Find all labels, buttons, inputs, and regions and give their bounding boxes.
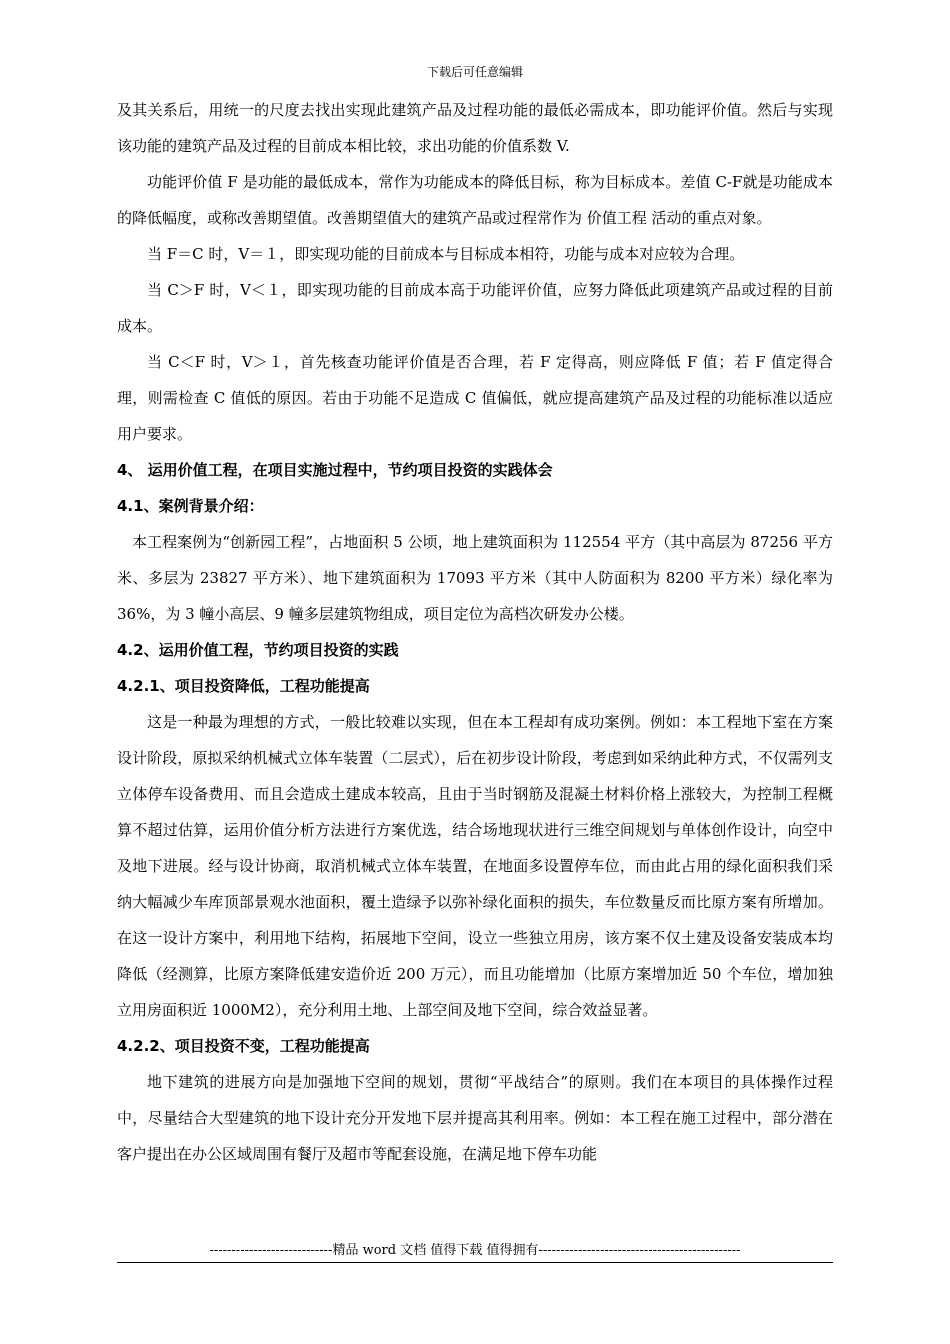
paragraph-continuation: 及其关系后，用统一的尺度去找出实现此建筑产品及过程功能的最低必需成本，即功能评价值。然后与实现该功能的建筑产品及过程的目前成本相比较，求出功能的价值系数 V. [117, 101, 833, 155]
paragraph-function-evaluation: 功能评价值 F 是功能的最低成本，常作为功能成本的降低目标，称为目标成本。差值 C-F就是功能成本的降低幅度，或称改善期望值。改善期望值大的建筑产品或过程常作为 价值工程 活动的重点对象。 [117, 173, 833, 227]
section-heading-4-2-2: 4.2.2、项目投资不变，工程功能提高 [117, 1037, 370, 1055]
paragraph-case-c-less-f: 当 C＜F 时，V＞１，首先核查功能评价值是否合理，若 F 定得高，则应降低 F 值；若 F 值定得合理，则需检查 C 值低的原因。若由于功能不足造成 C 值偏低，就应提高建筑产品及过程的功能标准以适应用户要求。 [117, 353, 833, 443]
section-heading-4-2: 4.2、运用价值工程，节约项目投资的实践 [117, 641, 399, 659]
footer-divider [117, 1262, 833, 1263]
document-body [117, 92, 833, 1172]
page-header: 下载后可任意编辑 [426, 65, 523, 79]
paragraph-case-f-equals-c: 当 F＝C 时，V＝１，即实现功能的目前成本与目标成本相符，功能与成本对应较为合理。 [147, 245, 745, 263]
section-heading-4-1: 4.1、案例背景介绍： [117, 497, 264, 515]
section-heading-4-2-1: 4.2.1、项目投资降低，工程功能提高 [117, 677, 370, 695]
paragraph-case-c-greater-f: 当 C＞F 时，V＜１，即实现功能的目前成本高于功能评价值，应努力降低此项建筑产品或过程的目前成本。 [117, 281, 833, 335]
paragraph-investment-same: 地下建筑的进展方向是加强地下空间的规划，贯彻“平战结合”的原则。我们在本项目的具体操作过程中，尽量结合大型建筑的地下设计充分开发地下层并提高其利用率。例如：本工程在施工过程中，部分潜在客户提出在办公区域周围有餐厅及超市等配套设施，在满足地下停车功能 [117, 1073, 833, 1163]
paragraph-investment-lower: 这是一种最为理想的方式，一般比较难以实现，但在本工程却有成功案例。例如：本工程地下室在方案设计阶段，原拟采纳机械式立体车装置（二层式），后在初步设计阶段，考虑到如采纳此种方式，不仅需列支立体停车设备费用、而且会造成土建成本较高，且由于当时钢筋及混凝土材料价格上涨较大，为控制工程概算不超过估算，运用价值分析方法进行方案优选，结合场地现状进行三维空间规划与单体创作设计，向空中及地下进展。经与设计协商，取消机械式立体车装置，在地面多设置停车位，而由此占用的绿化面积我们采纳大幅减少车库顶部景观水池面积，覆土造绿予以弥补绿化面积的损失，车位数量反而比原方案有所增加。在这一设计方案中，利用地下结构，拓展地下空间，设立一些独立用房，该方案不仅土建及设备安装成本均降低（经测算，比原方案降低建安造价近 200 万元），而且功能增加（比原方案增加近 50 个车位，增加独立用房面积近 1000M2），充分利用土地、上部空间及地下空间，综合效益显著。 [117, 713, 833, 1019]
paragraph-case-background: 本工程案例为“创新园工程”，占地面积 5 公顷，地上建筑面积为 112554 平方（其中高层为 87256 平方米、多层为 23827 平方米）、地下建筑面积为 17093 平方米（其中人防面积为 8200 平方米）绿化率为 36%，为 3 幢小高层、9 幢多层建筑物组成，项目定位为高档次研发办公楼。 [117, 533, 833, 623]
section-heading-4: 4、 运用价值工程，在项目实施过程中，节约项目投资的实践体会 [117, 461, 553, 479]
page-footer: ----------------------------精品 word 文档 值得下载 值得拥有---------------------------------------------- [209, 1243, 741, 1258]
